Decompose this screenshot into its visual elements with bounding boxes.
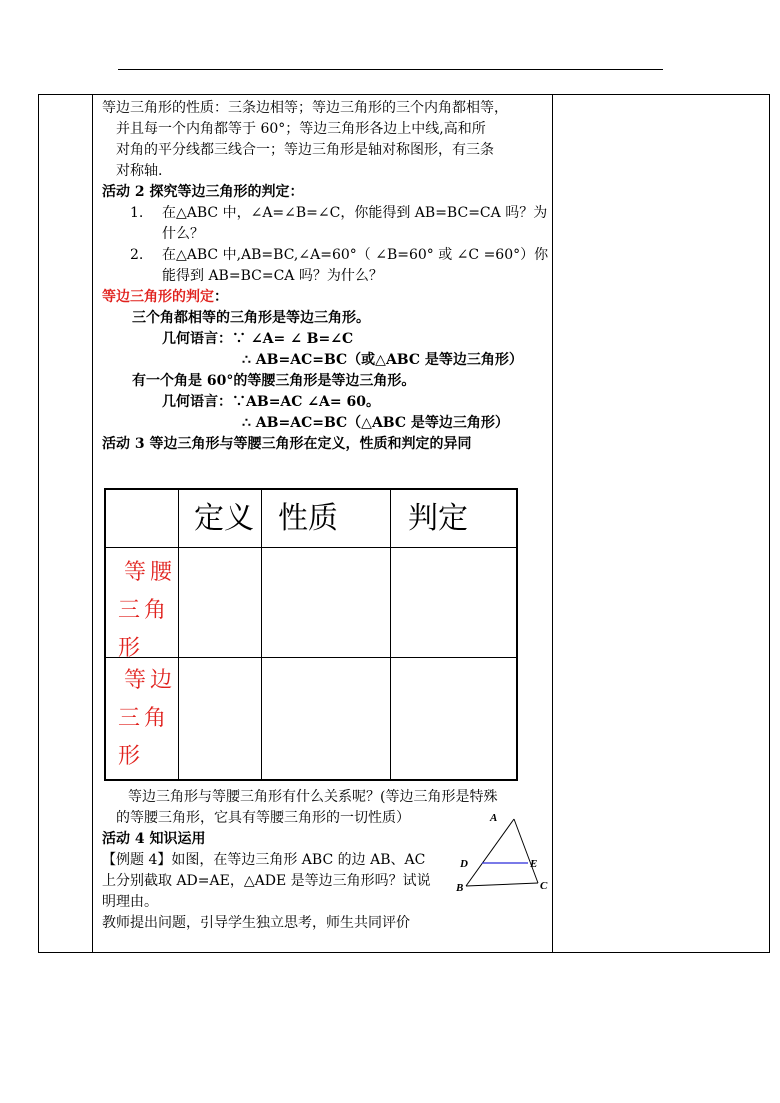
label-a: A bbox=[490, 812, 498, 824]
question-2 bbox=[102, 245, 550, 287]
activity-2-title: 活动 2 探究等边三角形的判定： bbox=[102, 184, 304, 200]
table-col-line-1 bbox=[178, 490, 179, 779]
table-col-line-3 bbox=[390, 490, 391, 779]
property-line-3: 对角的平分线都三线合一；等边三角形是轴对称图形，有三条 bbox=[116, 142, 494, 158]
judgement-colon: ： bbox=[214, 289, 228, 305]
header-rule bbox=[118, 69, 663, 70]
row-label-equilateral bbox=[118, 662, 178, 776]
example-line-2: 上分别截取 AD=AE，△ADE 是等边三角形吗？试说 bbox=[102, 873, 431, 889]
triangle-figure bbox=[452, 809, 552, 893]
header-definition: 定义 bbox=[194, 501, 254, 536]
activity-4-title: 活动 4 知识运用 bbox=[102, 831, 206, 847]
judgement-title: 等边三角形的判定 bbox=[102, 289, 214, 305]
question-1-text: 在△ABC 中，∠A=∠B=∠C，你能得到 AB=BC=CA 吗？为什么？ bbox=[162, 205, 548, 242]
row-label-isosceles bbox=[118, 554, 178, 668]
teacher-note: 教师提出问题，引导学生独立思考，师生共同评价 bbox=[102, 915, 410, 931]
example-line-3: 明理由。 bbox=[102, 894, 158, 910]
label-d: D bbox=[460, 858, 468, 870]
label-c: C bbox=[540, 880, 548, 892]
label-e: E bbox=[530, 858, 538, 870]
relation-line-1: 等边三角形与等腰三角形有什么关系呢？(等边三角形是特殊 bbox=[128, 789, 498, 805]
header-property: 性质 bbox=[278, 501, 338, 536]
judgement-rule-2-geometry: 几何语言：∵AB=AC ∠A= 60。 bbox=[162, 394, 380, 410]
property-line-4: 对称轴. bbox=[116, 163, 163, 179]
judgement-rule-1: 三个角都相等的三角形是等边三角形。 bbox=[132, 310, 370, 326]
relation-line-2: 的等腰三角形，它具有等腰三角形的一切性质） bbox=[116, 810, 410, 826]
row-label-equilateral-line-1: 等边 bbox=[124, 668, 177, 693]
comparison-table bbox=[104, 488, 518, 781]
edge-ab bbox=[466, 819, 514, 886]
question-1 bbox=[102, 203, 550, 245]
row-label-isosceles-line-1: 等腰 bbox=[124, 560, 177, 585]
table-row-line-1 bbox=[106, 547, 516, 548]
row-label-isosceles-line-2: 三角形 bbox=[118, 598, 171, 661]
header-judgement: 判定 bbox=[408, 501, 468, 536]
judgement-rule-1-geometry: 几何语言：∵ ∠A= ∠ B=∠C bbox=[162, 331, 354, 347]
edge-bc bbox=[466, 883, 538, 886]
judgement-rule-2: 有一个角是 60°的等腰三角形是等边三角形。 bbox=[132, 373, 416, 389]
judgement-heading bbox=[102, 287, 550, 308]
question-2-text: 在△ABC 中,AB=BC,∠A=60°（ ∠B=60° 或 ∠C =60°）你能得到 AB=BC=CA 吗？为什么？ bbox=[162, 247, 549, 284]
question-1-number: 1. bbox=[130, 205, 144, 221]
row-label-equilateral-line-2: 三角形 bbox=[118, 706, 171, 769]
edge-ac bbox=[514, 819, 538, 883]
table-col-line-2 bbox=[261, 490, 262, 779]
property-line-1: 等边三角形的性质：三条边相等；等边三角形的三个内角都相等， bbox=[102, 100, 508, 116]
column-divider-right bbox=[552, 94, 553, 953]
lesson-content bbox=[102, 98, 550, 455]
activity-3-title: 活动 3 等边三角形与等腰三角形在定义，性质和判定的异同 bbox=[102, 436, 472, 452]
question-2-number: 2. bbox=[130, 247, 144, 263]
judgement-rule-2-conclusion: ∴ AB=AC=BC（△ABC 是等边三角形） bbox=[242, 415, 509, 431]
judgement-rule-1-conclusion: ∴ AB=AC=BC（或△ABC 是等边三角形） bbox=[242, 352, 523, 368]
property-line-2: 并且每一个内角都等于 60°；等边三角形各边上中线,高和所 bbox=[116, 121, 486, 137]
label-b: B bbox=[456, 882, 464, 893]
column-divider-left bbox=[92, 94, 93, 953]
example-line-1: 【例题 4】如图，在等边三角形 ABC 的边 AB、AC bbox=[102, 852, 426, 868]
